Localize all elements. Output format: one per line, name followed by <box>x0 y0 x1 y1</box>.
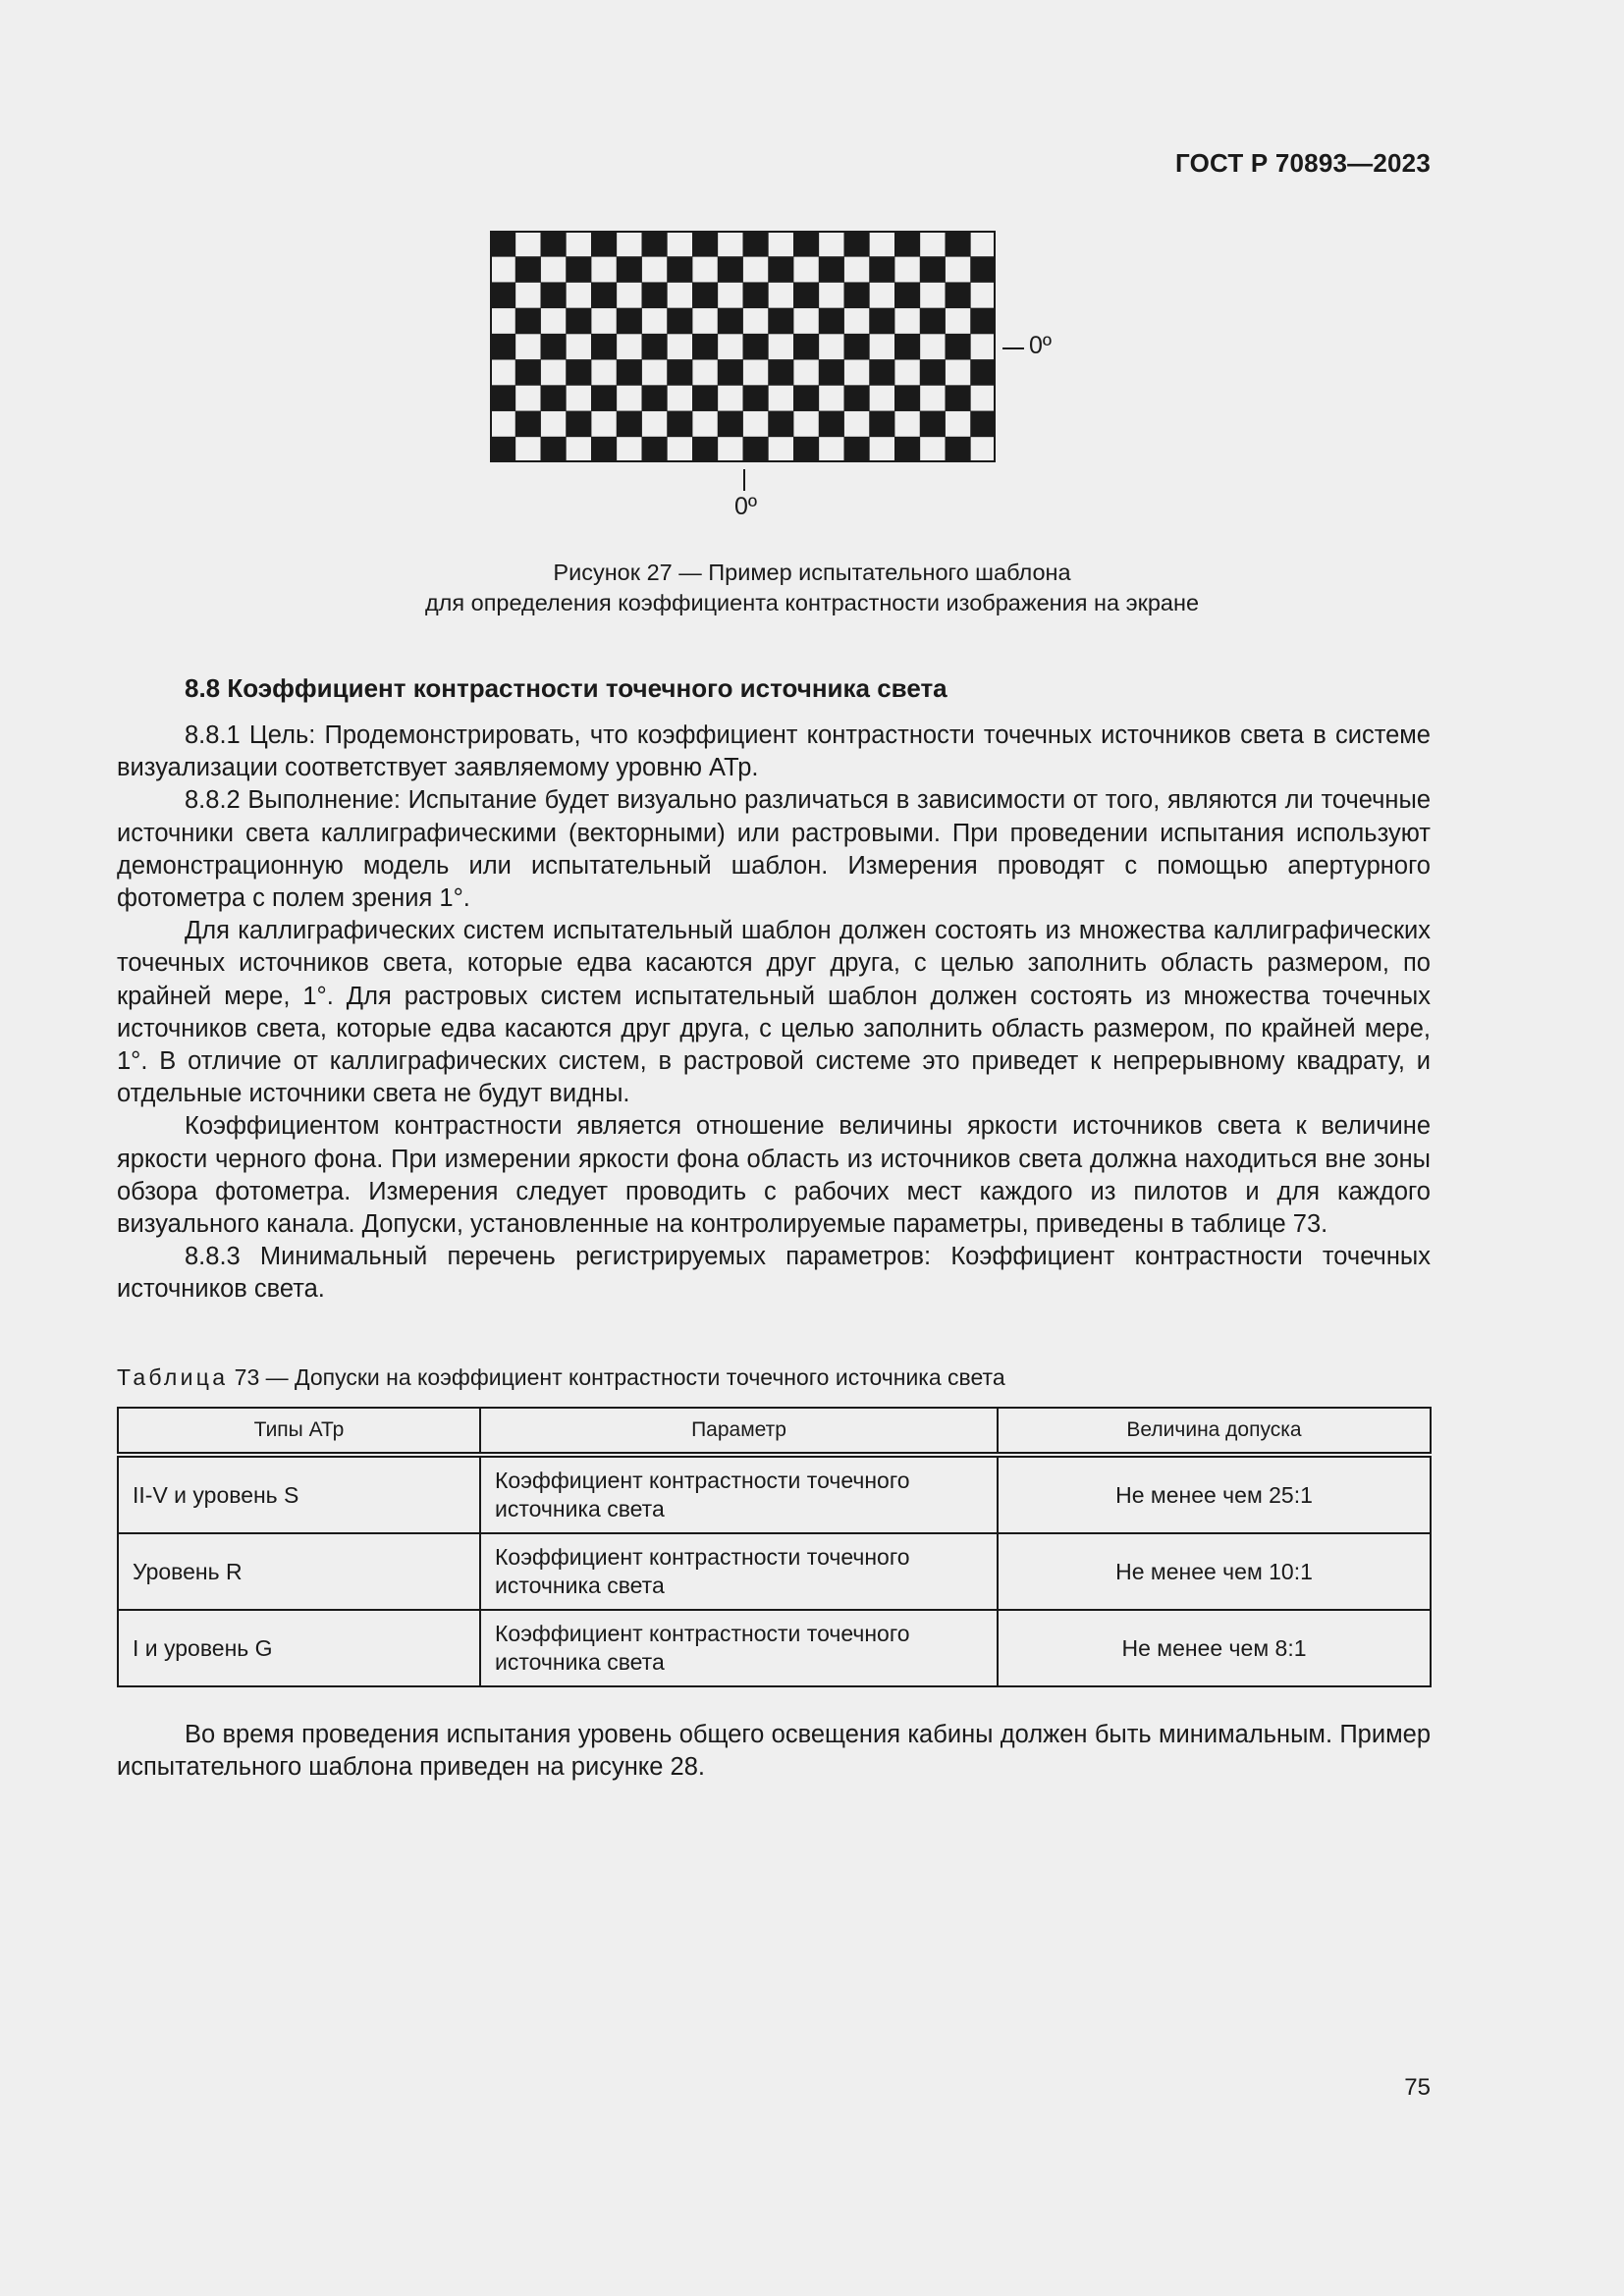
angle-marker-bottom-tick <box>743 469 745 491</box>
checker-square <box>541 231 567 257</box>
closing-text <box>117 1719 1431 1784</box>
checker-square <box>844 334 870 360</box>
checker-square <box>793 334 819 360</box>
table-caption-text: 73 — Допуски на коэффициент контрастности точечного источника света <box>228 1364 1005 1390</box>
checker-square <box>743 437 769 462</box>
checker-square <box>970 308 996 335</box>
table-cell: Не менее чем 25:1 <box>998 1455 1431 1533</box>
checker-square <box>718 308 743 335</box>
checker-square <box>844 282 870 308</box>
checker-square <box>591 282 617 308</box>
checker-square <box>642 231 668 257</box>
table-cell: II-V и уровень S <box>118 1455 480 1533</box>
checker-square <box>692 437 718 462</box>
tolerance-table <box>117 1407 1432 1687</box>
checker-square <box>591 231 617 257</box>
checker-square <box>920 308 946 335</box>
checker-square <box>692 334 718 360</box>
checker-square <box>894 334 920 360</box>
checker-square <box>894 385 920 411</box>
checker-square <box>617 411 642 438</box>
checker-square <box>667 308 692 335</box>
checker-square <box>743 282 769 308</box>
section-body <box>117 720 1431 1307</box>
checker-square <box>894 437 920 462</box>
checker-square <box>819 359 844 386</box>
checker-square <box>490 385 515 411</box>
checker-square <box>692 385 718 411</box>
checker-square <box>920 256 946 283</box>
checker-square <box>894 231 920 257</box>
checker-square <box>617 256 642 283</box>
figure-caption-line1: Рисунок 27 — Пример испытательного шаблона <box>553 560 1071 585</box>
section-heading: 8.8 Коэффициент контрастности точечного источника света <box>185 673 947 703</box>
checker-square <box>946 385 971 411</box>
checker-square <box>793 437 819 462</box>
table-header-cell: Параметр <box>480 1408 998 1455</box>
checker-square <box>541 437 567 462</box>
table-header-cell: Типы АТр <box>118 1408 480 1455</box>
checker-square <box>490 437 515 462</box>
checker-square <box>768 308 793 335</box>
table-cell: Не менее чем 8:1 <box>998 1610 1431 1686</box>
checker-square <box>541 385 567 411</box>
checker-square <box>642 385 668 411</box>
figure-caption <box>0 558 1624 618</box>
checker-square <box>793 282 819 308</box>
checker-square <box>869 308 894 335</box>
checker-square <box>970 411 996 438</box>
checker-square <box>541 282 567 308</box>
angle-label-right: 0º <box>1029 332 1053 359</box>
table-cell: Коэффициент контрастности точечного источника света <box>480 1533 998 1610</box>
checker-square <box>768 359 793 386</box>
table-caption-label: Таблица <box>117 1364 229 1390</box>
checker-square <box>591 385 617 411</box>
checker-square <box>642 282 668 308</box>
paragraph: 8.8.2 Выполнение: Испытание будет визуально различаться в зависимости от того, являются ли точечные источники света каллиграфическими (векторными) или растровыми. При проведении испытания используют демонстрационную модель или испытательный шаблон. Измерения проводят с помощью апертурного фотометра с полем зрения 1°. <box>117 786 1431 913</box>
page-number: 75 <box>1404 2074 1431 2101</box>
checker-square <box>617 359 642 386</box>
checker-square <box>591 437 617 462</box>
checker-square <box>515 256 541 283</box>
checker-square <box>869 359 894 386</box>
table-cell: Не менее чем 10:1 <box>998 1533 1431 1610</box>
checker-square <box>490 282 515 308</box>
checker-square <box>970 359 996 386</box>
checker-square <box>970 256 996 283</box>
table-cell: Уровень R <box>118 1533 480 1610</box>
paragraph: 8.8.3 Минимальный перечень регистрируемых параметров: Коэффициент контрастности точечных источников света. <box>117 1243 1431 1304</box>
angle-label-bottom: 0º <box>734 493 758 520</box>
checker-square <box>692 282 718 308</box>
document-code: ГОСТ Р 70893—2023 <box>1175 148 1431 178</box>
checker-square <box>541 334 567 360</box>
checker-square <box>768 256 793 283</box>
checker-square <box>667 411 692 438</box>
checker-square <box>743 231 769 257</box>
checker-square <box>591 334 617 360</box>
checker-square <box>844 231 870 257</box>
checker-square <box>718 359 743 386</box>
checker-square <box>894 282 920 308</box>
table-cell: Коэффициент контрастности точечного источника света <box>480 1455 998 1533</box>
checker-square <box>844 385 870 411</box>
checker-square <box>642 334 668 360</box>
table-cell: Коэффициент контрастности точечного источника света <box>480 1610 998 1686</box>
checker-square <box>793 231 819 257</box>
checker-square <box>819 256 844 283</box>
checker-square <box>718 411 743 438</box>
checker-square <box>617 308 642 335</box>
table-row <box>118 1610 1431 1686</box>
checker-square <box>920 411 946 438</box>
checker-square <box>946 231 971 257</box>
checker-square <box>946 282 971 308</box>
checker-square <box>946 334 971 360</box>
checker-square <box>515 411 541 438</box>
checker-square <box>692 231 718 257</box>
checker-square <box>566 308 591 335</box>
checker-square <box>566 411 591 438</box>
checker-square <box>642 437 668 462</box>
checker-square <box>819 308 844 335</box>
checker-square <box>793 385 819 411</box>
paragraph: Коэффициентом контрастности является отношение величины яркости источников света к величине яркости черного фона. При измерении яркости фона область из источников света должна находиться вне зоны обзора фотометра. Измерения следует проводить с рабочих мест каждого из пилотов и для каждого визуального канала. Допуски, установленные на контролируемые параметры, приведены в таблице 73. <box>117 1112 1431 1239</box>
table-caption <box>117 1364 1005 1391</box>
checker-square <box>743 385 769 411</box>
checker-square <box>869 256 894 283</box>
checker-square <box>920 359 946 386</box>
checkerboard-figure <box>490 231 996 462</box>
table-header-row <box>118 1408 1431 1455</box>
checker-square <box>490 334 515 360</box>
figure-caption-line2: для определения коэффициента контрастности изображения на экране <box>424 590 1200 615</box>
checker-square <box>566 359 591 386</box>
checker-square <box>869 411 894 438</box>
checker-square <box>718 256 743 283</box>
table-row <box>118 1455 1431 1533</box>
checker-square <box>768 411 793 438</box>
paragraph: Для каллиграфических систем испытательный шаблон должен состоять из множества каллиграфических точечных источников света, которые едва касаются друг друга, с целью заполнить область размером, по крайней мере, 1°. Для растровых систем испытательный шаблон должен состоять из множества точечных источников света, которые едва касаются друг друга, с целью заполнить область размером, по крайней мере, 1°. В отличие от каллиграфических систем, в растровой системе это приведет к непрерывному квадрату, и отдельные источники света не будут видны. <box>117 917 1431 1108</box>
checker-square <box>515 308 541 335</box>
checker-square <box>819 411 844 438</box>
checker-square <box>743 334 769 360</box>
checker-square <box>515 359 541 386</box>
checkerboard-pattern <box>490 231 996 462</box>
table-cell: I и уровень G <box>118 1610 480 1686</box>
paragraph: 8.8.1 Цель: Продемонстрировать, что коэффициент контрастности точечных источников света в системе визуализации соответствует заявляемому уровню АТр. <box>117 721 1431 782</box>
checker-square <box>667 256 692 283</box>
checker-square <box>946 437 971 462</box>
table-header-cell: Величина допуска <box>998 1408 1431 1455</box>
angle-marker-right-tick <box>1002 347 1024 349</box>
checker-square <box>566 256 591 283</box>
checker-square <box>844 437 870 462</box>
checker-square <box>667 359 692 386</box>
table-row <box>118 1533 1431 1610</box>
paragraph: Во время проведения испытания уровень общего освещения кабины должен быть минимальным. Пример испытательного шаблона приведен на рисунке 28. <box>117 1721 1431 1782</box>
checker-square <box>490 231 515 257</box>
